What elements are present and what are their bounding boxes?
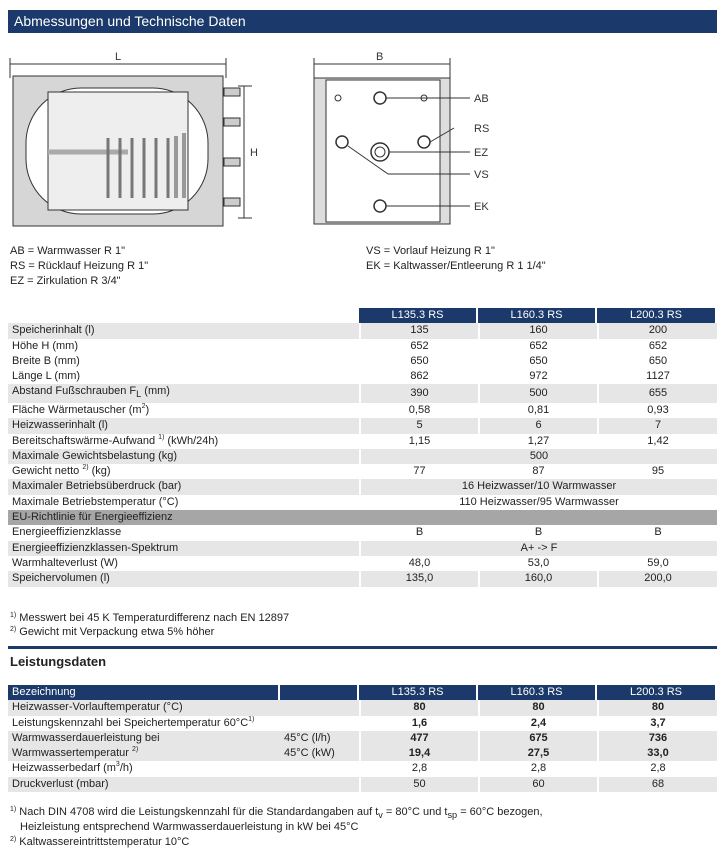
legend-item: EK = Kaltwasser/Entleerung R 1 1/4" bbox=[366, 260, 546, 272]
table-row: Breite B (mm) 650 650 650 bbox=[8, 354, 717, 369]
table-row: Druckverlust (mbar) 50 60 68 bbox=[8, 777, 717, 792]
page-title: Abmessungen und Technische Daten bbox=[8, 10, 717, 33]
footnote: $^{1)}$ Messwert bei 45 K Temperaturdifferenz nach EN 12897 bbox=[10, 612, 290, 624]
footnote: Heizleistung entsprechend Warmwasserdauerleistung in kW bei 45°C bbox=[20, 821, 359, 833]
legend-item: VS = Vorlauf Heizung R 1" bbox=[366, 245, 495, 257]
connection-legend-right bbox=[366, 244, 546, 274]
table-row: Warmwassertemperatur $^{2)}$ 45°C (kW) 19,4 27,5 33,0 bbox=[8, 746, 717, 761]
column-header: L135.3 RS bbox=[359, 685, 478, 700]
label-ez: EZ bbox=[474, 147, 489, 159]
table-row: Abstand Fußschrauben $F_L$ (mm) 390 500 655 bbox=[8, 384, 717, 402]
table-row: Heizwasser-Vorlauftemperatur (°C) 80 80 80 bbox=[8, 700, 717, 715]
table-row: Heizwasserbedarf $(m^3/h)$ 2,8 2,8 2,8 bbox=[8, 761, 717, 776]
table-row: Gewicht netto $^{2)}$ (kg) 77 87 95 bbox=[8, 464, 717, 479]
label-ab: AB bbox=[474, 93, 489, 105]
column-header: L200.3 RS bbox=[597, 685, 717, 700]
legend-item: AB = Warmwasser R 1" bbox=[10, 245, 126, 257]
spec-table bbox=[8, 308, 717, 587]
technical-drawing bbox=[8, 48, 717, 238]
table-row: Speicherinhalt (l) 135 160 200 bbox=[8, 323, 717, 338]
section-divider bbox=[8, 646, 717, 649]
dim-b-label: B bbox=[376, 51, 384, 63]
legend-item: RS = Rücklauf Heizung R 1" bbox=[10, 260, 149, 272]
footnote: $^{1)}$ Nach DIN 4708 wird die Leistungskennzahl für die Standardangaben auf $t_v = 80^\circ C$ und $t_{sp} = 60^\circ C$ bezogen, bbox=[10, 806, 543, 821]
table-row: Speichervolumen (l) 135,0 160,0 200,0 bbox=[8, 571, 717, 586]
connection-legend-left bbox=[10, 244, 148, 289]
dim-l-label: L bbox=[115, 51, 122, 63]
column-header: L160.3 RS bbox=[478, 308, 597, 323]
table-row: Leistungskennzahl bei Speichertemperatur $60^\circ C^{1)}$ 1,6 2,4 3,7 bbox=[8, 716, 717, 731]
table-row: Länge L (mm) 862 972 1127 bbox=[8, 369, 717, 384]
table-row: Warmhalteverlust (W) 48,0 53,0 59,0 bbox=[8, 556, 717, 571]
label-rs: RS bbox=[474, 123, 490, 135]
table-row: Bereitschaftswärme-Aufwand $^{1)}$ (kWh/24h) 1,15 1,27 1,42 bbox=[8, 434, 717, 449]
table-row: Maximale Gewichtsbelastung (kg) 500 bbox=[8, 449, 717, 464]
table-row: Maximaler Betriebsüberdruck (bar) 16 Heizwasser/10 Warmwasser bbox=[8, 479, 717, 494]
footnote: $^{2)}$ Kaltwassereintrittstemperatur 10°C bbox=[10, 836, 190, 848]
label-vs: VS bbox=[474, 169, 489, 181]
table-row: Heizwasserinhalt (l) 5 6 7 bbox=[8, 418, 717, 433]
table-row: Maximale Betriebstemperatur (°C) 110 Heizwasser/95 Warmwasser bbox=[8, 495, 717, 510]
table-row: Energieeffizienzklasse B B B bbox=[8, 525, 717, 540]
column-header: L135.3 RS bbox=[359, 308, 478, 323]
section-title: Leistungsdaten bbox=[10, 654, 107, 669]
table-header: Bezeichnung L135.3 RS L160.3 RS L200.3 RS bbox=[8, 685, 717, 700]
column-header: L200.3 RS bbox=[597, 308, 717, 323]
table-header bbox=[8, 308, 717, 323]
footnote: $^{2)}$ Gewicht mit Verpackung etwa 5% höher bbox=[10, 626, 215, 638]
table-row: Warmwasserdauerleistung bei 45°C (l/h) 477 675 736 bbox=[8, 731, 717, 746]
legend-item: EZ = Zirkulation R 3/4" bbox=[10, 275, 121, 287]
column-header: L160.3 RS bbox=[478, 685, 597, 700]
section-row: EU-Richtlinie für Energieeffizienz bbox=[8, 510, 717, 525]
table-row: Energieeffizienzklassen-Spektrum A+ -> F bbox=[8, 541, 717, 556]
table-row: Höhe H (mm) 652 652 652 bbox=[8, 339, 717, 354]
dim-h-label: H bbox=[250, 147, 258, 159]
label-ek: EK bbox=[474, 201, 489, 213]
performance-table bbox=[8, 685, 717, 792]
table-row: Fläche Wärmetauscher $(m^2)$ 0,58 0,81 0,93 bbox=[8, 403, 717, 418]
